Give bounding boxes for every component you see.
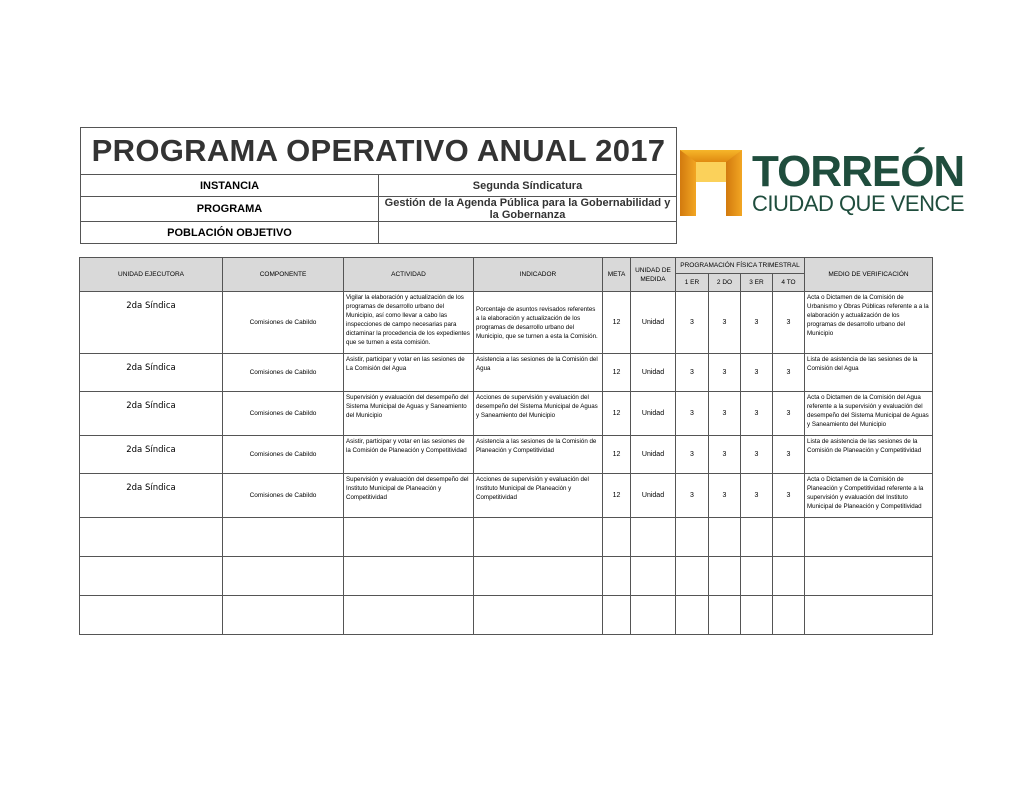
torreon-logo-mark-icon — [680, 150, 742, 216]
table-row — [80, 354, 933, 392]
cell-q1: 3 — [676, 474, 709, 518]
cell-q3: 3 — [741, 392, 773, 436]
empty-cell — [344, 518, 474, 557]
cell-meta: 12 — [603, 436, 631, 474]
cell-unidad: 2da Síndica — [80, 474, 223, 518]
empty-cell — [474, 518, 603, 557]
empty-row — [80, 518, 933, 557]
cell-indicador: Asistencia a las sesiones de la Comisión del Agua — [474, 354, 603, 392]
empty-cell — [773, 596, 805, 635]
table-row — [80, 292, 933, 354]
unidad-medida-line-2: MEDIDA — [640, 275, 666, 283]
empty-cell — [474, 596, 603, 635]
cell-medida: Unidad — [631, 354, 676, 392]
cell-medida: Unidad — [631, 436, 676, 474]
cell-q3: 3 — [741, 436, 773, 474]
operative-table — [79, 257, 933, 635]
empty-cell — [676, 596, 709, 635]
empty-cell — [676, 557, 709, 596]
empty-row — [80, 557, 933, 596]
unidad-medida-line-1: UNIDAD DE — [635, 266, 671, 274]
col-header-indicador: INDICADOR — [474, 258, 603, 292]
cell-q3: 3 — [741, 292, 773, 354]
empty-cell — [773, 518, 805, 557]
cell-actividad: Vigilar la elaboración y actualización de los programas de desarrollo urbano del Municipio, así como llevar a cabo las inspecciones de campo necesarias para dictaminar la procedencia de los expedientes que se turnen a esta comisión. — [344, 292, 474, 354]
empty-cell — [474, 557, 603, 596]
cell-q4: 3 — [773, 292, 805, 354]
cell-componente: Comisiones de Cabildo — [223, 474, 344, 518]
cell-meta: 12 — [603, 354, 631, 392]
empty-cell — [344, 557, 474, 596]
empty-cell — [223, 557, 344, 596]
col-header-q4: 4 TO — [773, 274, 805, 292]
cell-q3: 3 — [741, 354, 773, 392]
empty-cell — [741, 557, 773, 596]
cell-componente: Comisiones de Cabildo — [223, 392, 344, 436]
cell-actividad: Supervisión y evaluación del desempeño del Instituto Municipal de Planeación y Competitividad — [344, 474, 474, 518]
logo-main-text: TORREÓN — [752, 147, 965, 196]
empty-cell — [344, 596, 474, 635]
cell-q1: 3 — [676, 436, 709, 474]
cell-q1: 3 — [676, 354, 709, 392]
cell-actividad: Asistir, participar y votar en las sesiones de La Comisión del Agua — [344, 354, 474, 392]
col-header-medio: MEDIO DE VERIFICACIÓN — [805, 258, 933, 292]
empty-cell — [603, 596, 631, 635]
cell-medio: Acta o Dictamen de la Comisión de Urbanismo y Obras Públicas referente a a la elaboración y actualización de los programas de desarrollo urbano del Municipio — [805, 292, 933, 354]
col-header-actividad: ACTIVIDAD — [344, 258, 474, 292]
cell-indicador: Acciones de supervisión y evaluación del desempeño del Sistema Municipal de Aguas y Saneamiento del Municipio — [474, 392, 603, 436]
col-header-unidad-ejecutora: UNIDAD EJECUTORA — [80, 258, 223, 292]
cell-medio: Lista de asistencia de las sesiones de la Comisión de Planeación y Competitividad — [805, 436, 933, 474]
poblacion-value — [379, 222, 677, 244]
cell-q4: 3 — [773, 436, 805, 474]
cell-componente: Comisiones de Cabildo — [223, 354, 344, 392]
cell-indicador: Acciones de supervisión y evaluación del Instituto Municipal de Planeación y Competitividad — [474, 474, 603, 518]
empty-cell — [631, 557, 676, 596]
empty-cell — [631, 518, 676, 557]
cell-q1: 3 — [676, 392, 709, 436]
empty-cell — [741, 518, 773, 557]
programa-value: Gestión de la Agenda Pública para la Gobernabilidad y la Gobernanza — [379, 197, 677, 222]
empty-cell — [80, 518, 223, 557]
cell-medio: Acta o Dictamen de la Comisión del Agua referente a la supervisión y evaluación del desempeño del Sistema Municipal de Aguas y Saneamiento del Municipio — [805, 392, 933, 436]
cell-componente: Comisiones de Cabildo — [223, 436, 344, 474]
col-header-unidad-medida — [631, 258, 676, 292]
page-title: PROGRAMA OPERATIVO ANUAL 2017 — [81, 128, 677, 175]
empty-cell — [709, 557, 741, 596]
poblacion-label: POBLACIÓN OBJETIVO — [81, 222, 379, 244]
cell-unidad: 2da Síndica — [80, 392, 223, 436]
col-header-meta: META — [603, 258, 631, 292]
cell-indicador: Asistencia a las sesiones de la Comisión de Planeación y Competitividad — [474, 436, 603, 474]
cell-actividad: Asistir, participar y votar en las sesiones de la Comisión de Planeación y Competitividad — [344, 436, 474, 474]
cell-actividad: Supervisión y evaluación del desempeño del Sistema Municipal de Aguas y Saneamiento del Municipio — [344, 392, 474, 436]
empty-cell — [80, 596, 223, 635]
empty-cell — [709, 518, 741, 557]
cell-unidad: 2da Síndica — [80, 354, 223, 392]
cell-medida: Unidad — [631, 292, 676, 354]
cell-medio: Lista de asistencia de las sesiones de la Comisión del Agua — [805, 354, 933, 392]
cell-q4: 3 — [773, 392, 805, 436]
cell-meta: 12 — [603, 474, 631, 518]
empty-cell — [805, 557, 933, 596]
header-table — [80, 127, 677, 244]
col-header-q2: 2 DO — [709, 274, 741, 292]
cell-q2: 3 — [709, 354, 741, 392]
cell-q2: 3 — [709, 292, 741, 354]
cell-indicador: Porcentaje de asuntos revisados referentes a la elaboración y actualización de los programas de desarrollo urbano del Municipio, que se turnen a esta la Comisión. — [474, 292, 603, 354]
empty-cell — [773, 557, 805, 596]
empty-cell — [631, 596, 676, 635]
col-header-q3: 3 ER — [741, 274, 773, 292]
cell-q2: 3 — [709, 436, 741, 474]
cell-q4: 3 — [773, 354, 805, 392]
cell-unidad: 2da Síndica — [80, 436, 223, 474]
empty-cell — [805, 518, 933, 557]
empty-cell — [223, 596, 344, 635]
empty-cell — [603, 557, 631, 596]
table-row — [80, 474, 933, 518]
empty-cell — [676, 518, 709, 557]
instancia-label: INSTANCIA — [81, 175, 379, 197]
col-header-componente: COMPONENTE — [223, 258, 344, 292]
cell-meta: 12 — [603, 392, 631, 436]
table-row — [80, 436, 933, 474]
empty-cell — [709, 596, 741, 635]
table-row — [80, 392, 933, 436]
col-header-programacion: PROGRAMACIÓN FÍSICA TRIMESTRAL — [676, 258, 805, 274]
empty-row — [80, 596, 933, 635]
cell-q3: 3 — [741, 474, 773, 518]
cell-q2: 3 — [709, 392, 741, 436]
empty-cell — [80, 557, 223, 596]
cell-unidad: 2da Síndica — [80, 292, 223, 354]
cell-medio: Acta o Dictamen de la Comisión de Planeación y Competitividad referente a la supervisión y evaluación del Instituto Municipal de Planeación y Competitividad — [805, 474, 933, 518]
torreon-logo — [677, 138, 965, 238]
empty-cell — [805, 596, 933, 635]
empty-cell — [741, 596, 773, 635]
cell-componente: Comisiones de Cabildo — [223, 292, 344, 354]
logo-sub-text: CIUDAD QUE VENCE — [752, 191, 965, 216]
programa-label: PROGRAMA — [81, 197, 379, 222]
cell-q2: 3 — [709, 474, 741, 518]
cell-medida: Unidad — [631, 474, 676, 518]
empty-cell — [603, 518, 631, 557]
empty-cell — [223, 518, 344, 557]
cell-q4: 3 — [773, 474, 805, 518]
col-header-q1: 1 ER — [676, 274, 709, 292]
instancia-value: Segunda Síndicatura — [379, 175, 677, 197]
cell-q1: 3 — [676, 292, 709, 354]
cell-meta: 12 — [603, 292, 631, 354]
cell-medida: Unidad — [631, 392, 676, 436]
